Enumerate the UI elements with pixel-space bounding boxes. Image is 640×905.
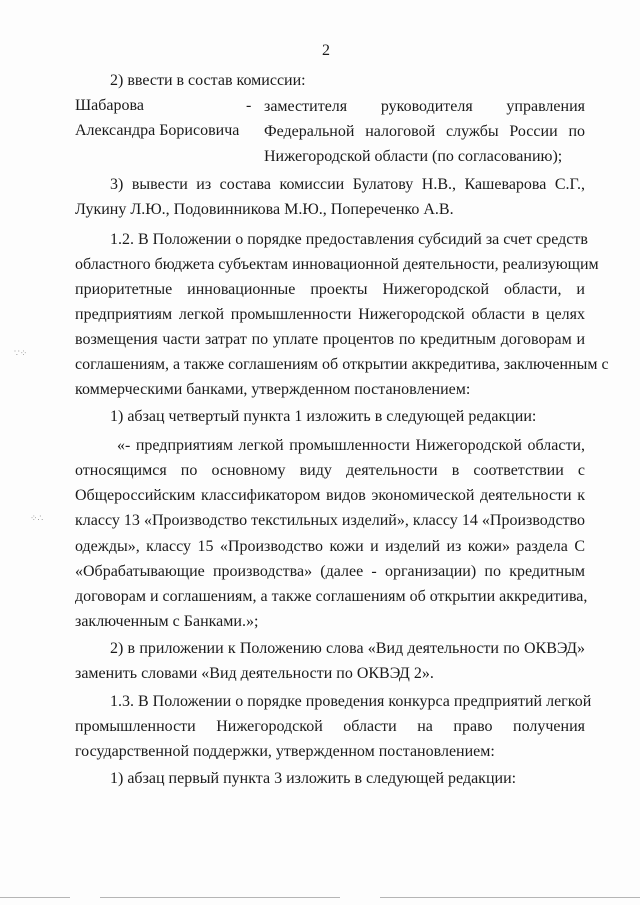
quote-line-2: относящимся по основному виду деятельности в соответствии с xyxy=(75,462,585,479)
member-role-line-1: заместителя руководителя управления xyxy=(264,98,585,115)
section-1-3-line-1: 1.3. В Положении о порядке проведения конкурса предприятий легкой xyxy=(110,693,592,710)
item-3-line-1: 3) вывести из состава комиссии Булатову Н.В., Кашеварова С.Г., xyxy=(110,176,585,193)
quote-line-7: договорам и соглашениям, а также соглашениям об открытии аккредитива, xyxy=(75,588,588,605)
section-1-2-line-3: приоритетные инновационные проекты Нижегородской области, и xyxy=(75,281,585,298)
quote-line-4: классу 13 «Производство текстильных изделий», классу 14 «Производство xyxy=(75,512,585,529)
quote-line-8: заключенным с Банками.»; xyxy=(75,613,259,630)
quote-line-1: «- предприятиям легкой промышленности Нижегородской области, xyxy=(117,437,585,454)
member-role-line-2: Федеральной налоговой службы России по xyxy=(264,123,585,140)
section-1-2-line-5: возмещения части затрат по уплате процентов по кредитным договорам и xyxy=(75,331,585,348)
member-surname: Шабарова xyxy=(75,97,144,114)
section-1-2-line-6: соглашениям, а также соглашениям об открытии аккредитива, заключенным с xyxy=(75,356,609,373)
member-dash: - xyxy=(246,97,252,114)
item-3-line-2: Лукину Л.Ю., Подовинникова М.Ю., Попереченко А.В. xyxy=(75,201,454,218)
section-1-3-line-3: государственной поддержки, утвержденном постановлением: xyxy=(75,743,495,760)
scan-border xyxy=(100,897,340,898)
scan-artifact: ∵⁘ xyxy=(14,348,28,358)
section-1-2-line-1: 1.2. В Положении о порядке предоставления субсидий за счет средств xyxy=(110,231,588,248)
section-1-2-line-7: коммерческими банками, утвержденном постановлением: xyxy=(75,381,471,398)
item-2-intro: 2) ввести в состав комиссии: xyxy=(110,72,306,89)
sub-2-line-1: 2) в приложении к Положению слова «Вид деятельности по ОКВЭД» xyxy=(110,640,585,657)
section-1-2-line-2: областного бюджета субъектам инновационной деятельности, реализующим xyxy=(75,256,599,273)
section-1-3-line-2: промышленности Нижегородской области на право получения xyxy=(75,718,585,735)
final-line: 1) абзац первый пункта 3 изложить в следующей редакции: xyxy=(110,770,517,787)
sub-2-line-2: заменить словами «Вид деятельности по ОКВЭД 2». xyxy=(75,665,434,682)
scan-border xyxy=(380,897,640,898)
scan-artifact: ⁘∴ xyxy=(30,513,44,523)
sub-1-intro: 1) абзац четвертый пункта 1 изложить в следующей редакции: xyxy=(110,408,537,425)
member-role-line-3: Нижегородской области (по согласованию); xyxy=(264,148,563,165)
quote-line-5: одежды», классу 15 «Производство кожи и изделий из кожи» раздела С xyxy=(75,538,585,555)
section-1-2-line-4: предприятиям легкой промышленности Нижегородской области в целях xyxy=(75,306,585,323)
quote-line-3: Общероссийским классификатором видов экономической деятельности к xyxy=(75,487,585,504)
quote-line-6: «Обрабатывающие производства» (далее - организации) по кредитным xyxy=(75,563,585,580)
member-given-names: Александра Борисовича xyxy=(75,122,240,139)
scan-border xyxy=(0,897,70,898)
page-number: 2 xyxy=(322,42,330,59)
